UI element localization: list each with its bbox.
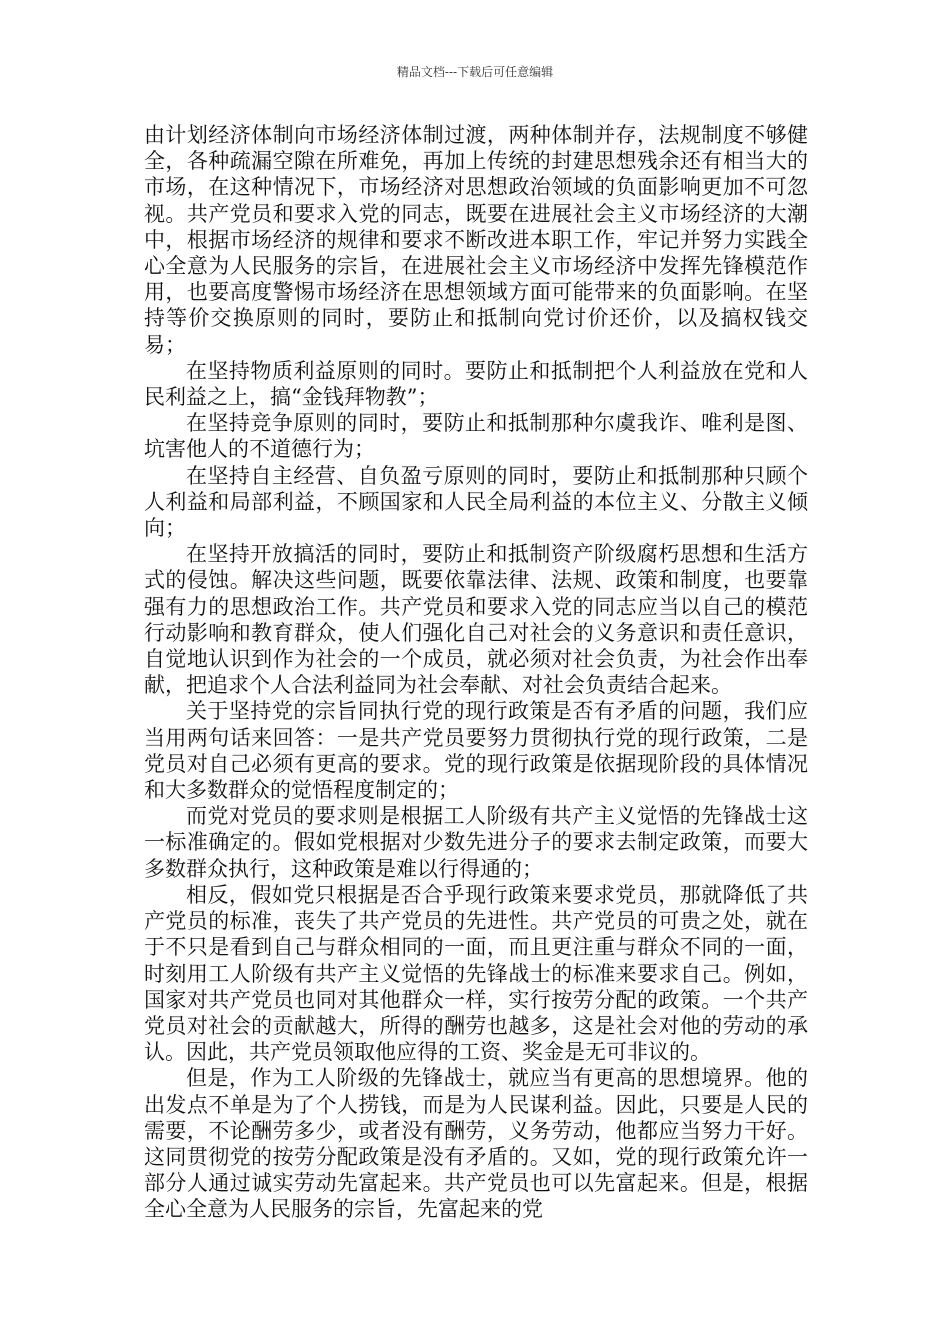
paragraph: 在坚持物质利益原则的同时。要防止和抵制把个人利益放在党和人民利益之上，搞“金钱拜物教”； bbox=[144, 358, 808, 410]
paragraph: 由计划经济体制向市场经济体制过渡，两种体制并存，法规制度不够健全，各种疏漏空隙在所难免，再加上传统的封建思想残余还有相当大的市场，在这种情况下，市场经济对思想政治领域的负面影响更加不可忽视。共产党员和要求入党的同志，既要在进展社会主义市场经济的大潮中，根据市场经济的规律和要求不断改进本职工作，牢记并努力实践全心全意为人民服务的宗旨，在进展社会主义市场经济中发挥先锋模范作用，也要高度警惕市场经济在思想领域方面可能带来的负面影响。在坚持等价交换原则的同时，要防止和抵制向党讨价还价，以及搞权钱交易； bbox=[144, 123, 808, 357]
paragraph: 在坚持开放搞活的同时，要防止和抵制资产阶级腐朽思想和生活方式的侵蚀。解决这些问题，既要依靠法律、法规、政策和制度，也要靠强有力的思想政治工作。共产党员和要求入党的同志应当以自己的模范行动影响和教育群众，使人们强化自己对社会的义务意识和责任意识，自觉地认识到作为社会的一个成员，就必须对社会负责，为社会作出奉献，把追求个人合法利益同为社会奉献、对社会负责结合起来。 bbox=[144, 542, 808, 698]
paragraph: 相反，假如党只根据是否合乎现行政策来要求党员，那就降低了共产党员的标准，丧失了共产党员的先进性。共产党员的可贵之处，就在于不只是看到自己与群众相同的一面，而且更注重与群众不同的一面，时刻用工人阶级有共产主义觉悟的先锋战士的标准来要求自己。例如，国家对共产党员也同对其他群众一样，实行按劳分配的政策。一个共产党员对社会的贡献越大，所得的酬劳也越多，这是社会对他的劳动的承认。因此，共产党员领取他应得的工资、奖金是无可非议的。 bbox=[144, 882, 808, 1065]
paragraph: 在坚持竞争原则的同时，要防止和抵制那种尔虞我诈、唯利是图、坑害他人的不道德行为； bbox=[144, 411, 808, 462]
paragraph: 在坚持自主经营、自负盈亏原则的同时，要防止和抵制那种只顾个人利益和局部利益，不顾国家和人民全局利益的本位主义、分散主义倾向； bbox=[144, 463, 808, 541]
paragraph: 而党对党员的要求则是根据工人阶级有共产主义觉悟的先锋战士这一标准确定的。假如党根据对少数先进分子的要求去制定政策，而要大多数群众执行，这种政策是难以行得通的； bbox=[144, 804, 808, 881]
page-header: 精品文档---下载后可任意编辑 bbox=[396, 65, 554, 79]
document-body bbox=[144, 122, 808, 1223]
paragraph: 但是，作为工人阶级的先锋战士，就应当有更高的思想境界。他的出发点不单是为了个人捞钱，而是为人民谋利益。因此，只要是人民的需要，不论酬劳多少，或者没有酬劳，义务劳动，他都应当努力干好。这同贯彻党的按劳分配政策是没有矛盾的。又如，党的现行政策允许一部分人通过诚实劳动先富起来。共产党员也可以先富起来。但是，根据全心全意为人民服务的宗旨，先富起来的党 bbox=[144, 1066, 808, 1222]
paragraph: 关于坚持党的宗旨同执行党的现行政策是否有矛盾的问题，我们应当用两句话来回答：一是共产党员要努力贯彻执行党的现行政策，二是党员对自己必须有更高的要求。党的现行政策是依据现阶段的具体情况和大多数群众的觉悟程度制定的； bbox=[144, 699, 808, 803]
